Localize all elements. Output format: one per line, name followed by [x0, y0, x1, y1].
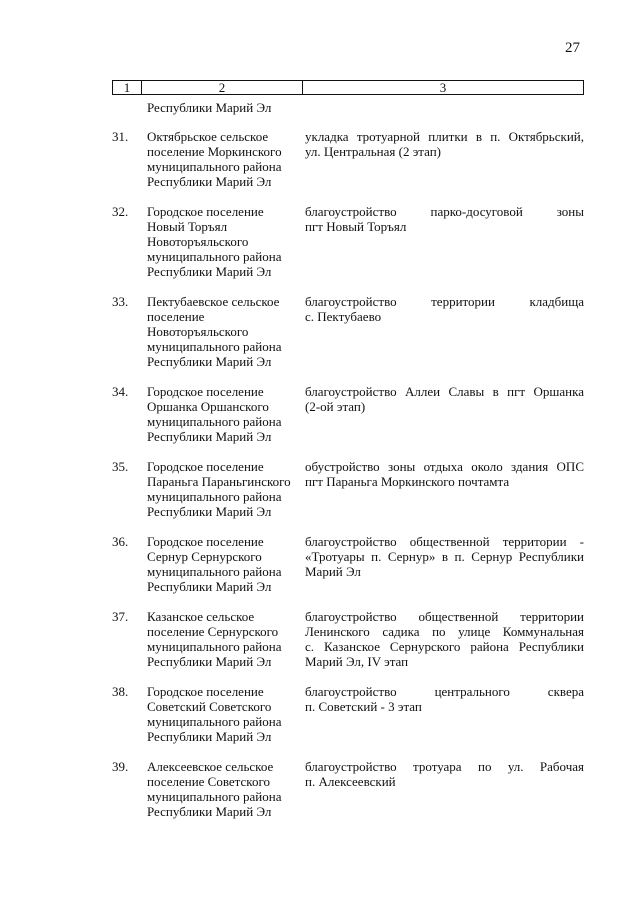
header-col-1: 1	[113, 81, 142, 95]
header-col-3: 3	[303, 81, 584, 95]
project-description	[305, 204, 584, 279]
settlement-line: муниципального района	[147, 159, 282, 174]
settlement-line: Октябрьское сельское	[147, 129, 269, 144]
settlement-line: поселение Моркинского	[147, 144, 282, 159]
description-line: п. Советский - 3 этап	[305, 699, 422, 714]
row-number: 36.	[112, 534, 129, 549]
row-number: 34.	[112, 384, 129, 399]
description-line: ул. Центральная (2 этап)	[305, 144, 442, 159]
project-description	[305, 609, 584, 669]
settlement-line: Республики Марий Эл	[147, 504, 272, 519]
project-description	[305, 759, 584, 819]
table-row	[112, 129, 584, 189]
settlement-line: Республики Марий Эл	[147, 264, 272, 279]
description-line: благоустройство общественной территории -	[305, 534, 584, 549]
row-number: 31.	[112, 129, 129, 144]
settlement-line: Новый Торъял	[147, 219, 228, 234]
settlement-line: Городское поселение	[147, 534, 264, 549]
table-row	[112, 384, 584, 444]
table-row	[112, 204, 584, 279]
settlement-line: Параньга Параньгинского	[147, 474, 291, 489]
description-line: благоустройство территории кладбища	[305, 294, 584, 309]
table-row	[112, 294, 584, 369]
page-number: 27	[565, 40, 580, 56]
settlement-line: Новоторъяльского	[147, 324, 249, 339]
description-line: благоустройство парко-досуговой зоны	[305, 204, 584, 219]
settlement-line: муниципального района	[147, 414, 282, 429]
table-row	[112, 759, 584, 819]
description-line: с. Пектубаево	[305, 309, 382, 324]
settlement-line: Республики Марий Эл	[147, 354, 272, 369]
settlement-line: Городское поселение	[147, 204, 264, 219]
description-line: благоустройство центрального сквера	[305, 684, 584, 699]
settlement-line: муниципального района	[147, 639, 282, 654]
settlement-name	[147, 384, 305, 444]
settlement-line: Республики Марий Эл	[147, 579, 272, 594]
description-line: пгт Новый Торъял	[305, 219, 407, 234]
settlement-line: поселение Советского	[147, 774, 270, 789]
table-row	[112, 609, 584, 669]
description-line: (2-ой этап)	[305, 399, 366, 414]
project-description	[305, 294, 584, 369]
settlement-line: Республики Марий Эл	[147, 804, 272, 819]
header-col-2: 2	[142, 81, 303, 95]
description-line: пгт Параньга Моркинского почтамта	[305, 474, 510, 489]
description-line: благоустройство Аллеи Славы в пгт Оршанка	[305, 384, 584, 399]
description-line: укладка тротуарной плитки в п. Октябрьский,	[305, 129, 584, 144]
project-description	[305, 684, 584, 744]
settlement-name	[147, 129, 305, 189]
description-line: п. Алексеевский	[305, 774, 396, 789]
table-body	[112, 129, 584, 819]
project-description	[305, 534, 584, 594]
description-line: благоустройство тротуара по ул. Рабочая	[305, 759, 584, 774]
row-number: 32.	[112, 204, 129, 219]
settlement-name	[147, 204, 305, 279]
settlement-line: Оршанка Оршанского	[147, 399, 269, 414]
project-description	[305, 459, 584, 519]
settlement-name	[147, 759, 305, 819]
description-line: Ленинского садика по улице Коммунальная	[305, 624, 584, 639]
description-line: обустройство зоны отдыха около здания ОПС	[305, 459, 584, 474]
table-row	[112, 534, 584, 594]
description-line: с. Казанское Сернурского района Республики	[305, 639, 584, 654]
description-line: благоустройство общественной территории	[305, 609, 584, 624]
settlement-line: Республики Марий Эл	[147, 174, 272, 189]
settlement-line: Новоторъяльского	[147, 234, 249, 249]
row-number: 35.	[112, 459, 129, 474]
settlement-line: Республики Марий Эл	[147, 729, 272, 744]
settlement-line: Городское поселение	[147, 384, 264, 399]
description-line: Марий Эл	[305, 564, 361, 579]
settlement-line: Городское поселение	[147, 459, 264, 474]
settlement-line: Республики Марий Эл	[147, 429, 272, 444]
settlement-line: муниципального района	[147, 714, 282, 729]
settlement-line: поселение Сернурского	[147, 624, 279, 639]
row-number: 37.	[112, 609, 129, 624]
table-row	[112, 684, 584, 744]
row-number: 39.	[112, 759, 129, 774]
settlement-line: муниципального района	[147, 564, 282, 579]
description-line: Марий Эл, IV этап	[305, 654, 409, 669]
settlement-line: поселение	[147, 309, 205, 324]
settlement-line: муниципального района	[147, 339, 282, 354]
settlement-line: Пектубаевское сельское	[147, 294, 280, 309]
settlement-name	[147, 609, 305, 669]
settlement-line: Республики Марий Эл	[147, 654, 272, 669]
row-number: 38.	[112, 684, 129, 699]
row-number: 33.	[112, 294, 129, 309]
settlement-line: Алексеевское сельское	[147, 759, 274, 774]
project-description	[305, 384, 584, 444]
carry-over-text: Республики Марий Эл	[147, 100, 272, 115]
settlement-line: Советский Советского	[147, 699, 272, 714]
table-row	[112, 459, 584, 519]
project-description	[305, 129, 584, 189]
settlement-name	[147, 684, 305, 744]
settlement-line: муниципального района	[147, 789, 282, 804]
settlement-line: Городское поселение	[147, 684, 264, 699]
settlement-line: Сернур Сернурского	[147, 549, 262, 564]
table-header	[112, 80, 584, 95]
settlement-name	[147, 459, 305, 519]
settlement-name	[147, 534, 305, 594]
settlement-line: муниципального района	[147, 249, 282, 264]
description-line: «Тротуары п. Сернур» в п. Сернур Республики	[305, 549, 584, 564]
settlement-line: муниципального района	[147, 489, 282, 504]
settlement-line: Казанское сельское	[147, 609, 255, 624]
settlement-name	[147, 294, 305, 369]
